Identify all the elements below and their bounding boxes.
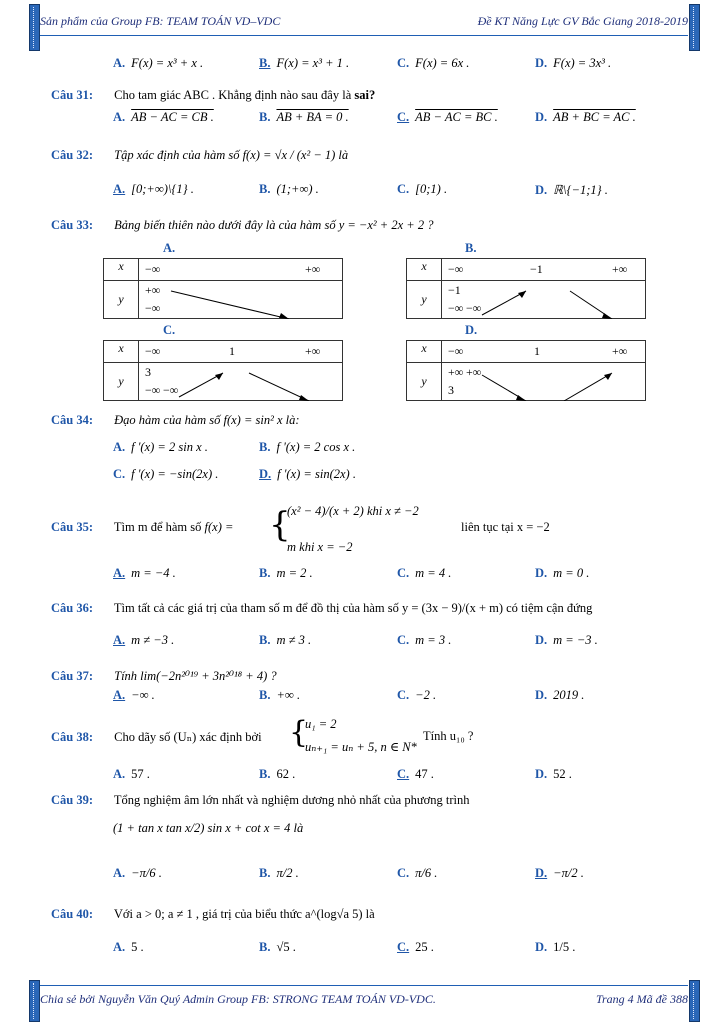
question-number: Câu 39: xyxy=(51,793,94,807)
q37-option-c[interactable]: C. −2 . xyxy=(397,688,437,702)
question-text: Bảng biến thiên nào dưới đây là của hàm số y = −x² + 2x + 2 ? xyxy=(114,218,434,232)
table-b-label[interactable]: B. xyxy=(465,241,477,255)
variation-table-b xyxy=(406,258,646,319)
cell-one: 1 xyxy=(534,344,540,358)
table-c-label[interactable]: C. xyxy=(163,323,176,337)
table-x-label: x xyxy=(104,341,139,363)
table-a-label[interactable]: A. xyxy=(163,241,176,255)
q36-option-a[interactable]: A. m ≠ −3 . xyxy=(113,633,175,647)
question-number: Câu 35: xyxy=(51,520,94,534)
question-text: Tập xác định của hàm số f(x) = √x / (x² − 1) là xyxy=(114,148,349,162)
cell-neg-inf: −∞ xyxy=(448,344,464,358)
table-x-label: x xyxy=(407,259,442,281)
q32-option-d[interactable]: D. ℝ\{−1;1} . xyxy=(535,183,608,197)
question-text: Cho dãy số (Uₙ) xác định bởi xyxy=(114,730,262,744)
q30-option-d[interactable]: D. F(x) = 3x³ . xyxy=(535,56,612,70)
question-text: Cho tam giác ABC . Khẳng định nào sau đây là xyxy=(114,88,352,102)
table-y-label: y xyxy=(104,281,139,319)
cell-neg-inf: −∞ xyxy=(145,301,161,315)
variation-table-d xyxy=(406,340,646,401)
q36-option-b[interactable]: B. m ≠ 3 . xyxy=(259,633,312,647)
variation-table-c xyxy=(103,340,343,401)
q32-option-c[interactable]: C. [0;1) . xyxy=(397,182,448,196)
cell-neg-inf: −∞ xyxy=(145,383,161,397)
cell-one: 1 xyxy=(229,344,235,358)
question-number: Câu 37: xyxy=(51,669,94,683)
question-number: Câu 31: xyxy=(51,88,94,102)
q37-option-b[interactable]: B. +∞ . xyxy=(259,688,301,702)
q35-option-c[interactable]: C. m = 4 . xyxy=(397,566,452,580)
question-number: Câu 33: xyxy=(51,218,94,232)
q39-option-a[interactable]: A. −π/6 . xyxy=(113,866,162,880)
table-x-label: x xyxy=(104,259,139,281)
question-number: Câu 32: xyxy=(51,148,94,162)
cell-neg-inf: −∞ xyxy=(145,344,161,358)
table-y-label: y xyxy=(104,363,139,401)
q37-option-a[interactable]: A. −∞ . xyxy=(113,688,155,702)
q37-option-d[interactable]: D. 2019 . xyxy=(535,688,585,702)
q36-option-c[interactable]: C. m = 3 . xyxy=(397,633,452,647)
question-number: Câu 38: xyxy=(51,730,94,744)
q36-option-d[interactable]: D. m = −3 . xyxy=(535,633,598,647)
table-y-label: y xyxy=(407,281,442,319)
system-line-2: uₙ₊₁ = uₙ + 5, n ∈ N* xyxy=(305,740,417,754)
q32-option-b[interactable]: B. (1;+∞) . xyxy=(259,182,319,196)
question-tail: Tính u₁₀ ? xyxy=(423,729,474,743)
q30-option-b[interactable]: B. F(x) = x³ + 1 . xyxy=(259,56,350,70)
piecewise-brace: { xyxy=(269,505,291,545)
cell-three: 3 xyxy=(145,365,151,379)
variation-table-a xyxy=(103,258,343,319)
arrow-decreasing xyxy=(139,281,344,319)
header-right: Đề KT Năng Lực GV Bắc Giang 2018-2019 xyxy=(477,14,688,28)
q40-option-a[interactable]: A. 5 . xyxy=(113,940,144,954)
question-number: Câu 40: xyxy=(51,907,94,921)
right-rail-bottom xyxy=(689,980,700,1022)
q35-option-d[interactable]: D. m = 0 . xyxy=(535,566,590,580)
cell-pos-inf: +∞ xyxy=(448,365,464,379)
q31-option-d[interactable]: D. AB + BC = AC . xyxy=(535,110,636,124)
cell-pos-inf: +∞ xyxy=(612,262,628,276)
table-x-label: x xyxy=(407,341,442,363)
table-y-label: y xyxy=(407,363,442,401)
question-text: Tổng nghiệm âm lớn nhất và nghiệm dương nhỏ nhất của phương trình xyxy=(113,793,470,807)
cell-neg-inf: −∞ xyxy=(145,262,161,276)
q31-option-b[interactable]: B. AB + BA = 0 . xyxy=(259,110,349,124)
question-emphasis: sai? xyxy=(354,88,376,102)
piecewise-case-1: (x² − 4)/(x + 2) khi x ≠ −2 xyxy=(287,504,419,518)
cell-pos-inf: +∞ xyxy=(145,283,161,297)
question-tail: liên tục tại x = −2 xyxy=(461,520,550,534)
system-line-1: u₁ = 2 xyxy=(305,717,337,731)
q35-option-a[interactable]: A. m = −4 . xyxy=(113,566,176,580)
table-d-label[interactable]: D. xyxy=(465,323,478,337)
function-name: f(x) = xyxy=(204,520,234,534)
q32-option-a[interactable]: A. [0;+∞)\{1} . xyxy=(113,182,194,196)
cell-neg-inf: −∞ xyxy=(448,262,464,276)
arrows-increase-decrease xyxy=(139,363,344,401)
cell-neg-inf: −∞ xyxy=(466,301,482,315)
equation: (1 + tan x tan x/2) sin x + cot x = 4 là xyxy=(113,821,304,835)
q30-option-c[interactable]: C. F(x) = 6x . xyxy=(397,56,470,70)
q31-option-c[interactable]: C. AB − AC = BC . xyxy=(397,110,498,124)
q35-option-b[interactable]: B. m = 2 . xyxy=(259,566,313,580)
cell-pos-inf: +∞ xyxy=(305,344,321,358)
q39-option-d[interactable]: D. −π/2 . xyxy=(535,866,584,880)
q31-option-a[interactable]: A. AB − AC = CB . xyxy=(113,110,214,124)
q39-option-c[interactable]: C. π/6 . xyxy=(397,866,438,880)
q38-option-d[interactable]: D. 52 . xyxy=(535,767,572,781)
question-text: Tính lim(−2n²⁰¹⁹ + 3n²⁰¹⁸ + 4) ? xyxy=(114,669,277,683)
q40-option-c[interactable]: C. 25 . xyxy=(397,940,434,954)
page-header xyxy=(40,14,688,36)
cell-neg-one: −1 xyxy=(530,262,543,276)
question-text: Với a > 0; a ≠ 1 , giá trị của biểu thức a^(log√a 5) là xyxy=(113,907,375,921)
left-rail-bottom xyxy=(29,980,40,1022)
question-number: Câu 36: xyxy=(51,601,94,615)
q38-option-c[interactable]: C. 47 . xyxy=(397,767,434,781)
q30-option-a[interactable]: A. F(x) = x³ + x . xyxy=(113,56,204,70)
cell-pos-inf: +∞ xyxy=(305,262,321,276)
footer-right: Trang 4 Mã đề 388 xyxy=(595,992,688,1006)
cell-neg-inf: −∞ xyxy=(448,301,464,315)
cell-pos-inf: +∞ xyxy=(466,365,482,379)
cell-neg-inf: −∞ xyxy=(163,383,179,397)
q38-option-b[interactable]: B. 62 . xyxy=(259,767,296,781)
right-rail-top xyxy=(689,4,700,51)
arrows-decrease-increase xyxy=(442,363,647,401)
question-text: Tìm m để hàm số xyxy=(113,520,202,534)
q34-option-c[interactable]: C. f '(x) = −sin(2x) . xyxy=(113,467,219,481)
question-text: Đạo hàm của hàm số f(x) = sin² x là: xyxy=(114,413,300,427)
left-rail-top xyxy=(29,4,40,51)
q39-option-b[interactable]: B. π/2 . xyxy=(259,866,299,880)
footer-left: Chia sẻ bởi Nguyễn Văn Quý Admin Group FB: STRONG TEAM TOÁN VD-VDC. xyxy=(40,992,436,1006)
piecewise-case-2: m khi x = −2 xyxy=(287,540,353,554)
cell-pos-inf: +∞ xyxy=(612,344,628,358)
question-number: Câu 34: xyxy=(51,413,94,427)
page-footer xyxy=(40,985,688,1007)
q34-option-d[interactable]: D. f '(x) = sin(2x) . xyxy=(259,467,356,481)
cell-neg-one: −1 xyxy=(448,283,461,297)
q40-option-b[interactable]: B. √5 . xyxy=(259,940,296,954)
q34-option-b[interactable]: B. f '(x) = 2 cos x . xyxy=(259,440,356,454)
q38-option-a[interactable]: A. 57 . xyxy=(113,767,150,781)
header-left: Sản phẩm của Group FB: TEAM TOÁN VD–VDC xyxy=(40,14,281,28)
arrows-increase-decrease xyxy=(442,281,647,319)
question-text: Tìm tất cả các giá trị của tham số m để đồ thị của hàm số y = (3x − 9)/(x + m) có tiệm cận đứng xyxy=(113,601,593,615)
system-brace: { xyxy=(289,715,309,750)
q34-option-a[interactable]: A. f '(x) = 2 sin x . xyxy=(113,440,208,454)
q40-option-d[interactable]: D. 1/5 . xyxy=(535,940,576,954)
cell-three: 3 xyxy=(448,383,454,397)
